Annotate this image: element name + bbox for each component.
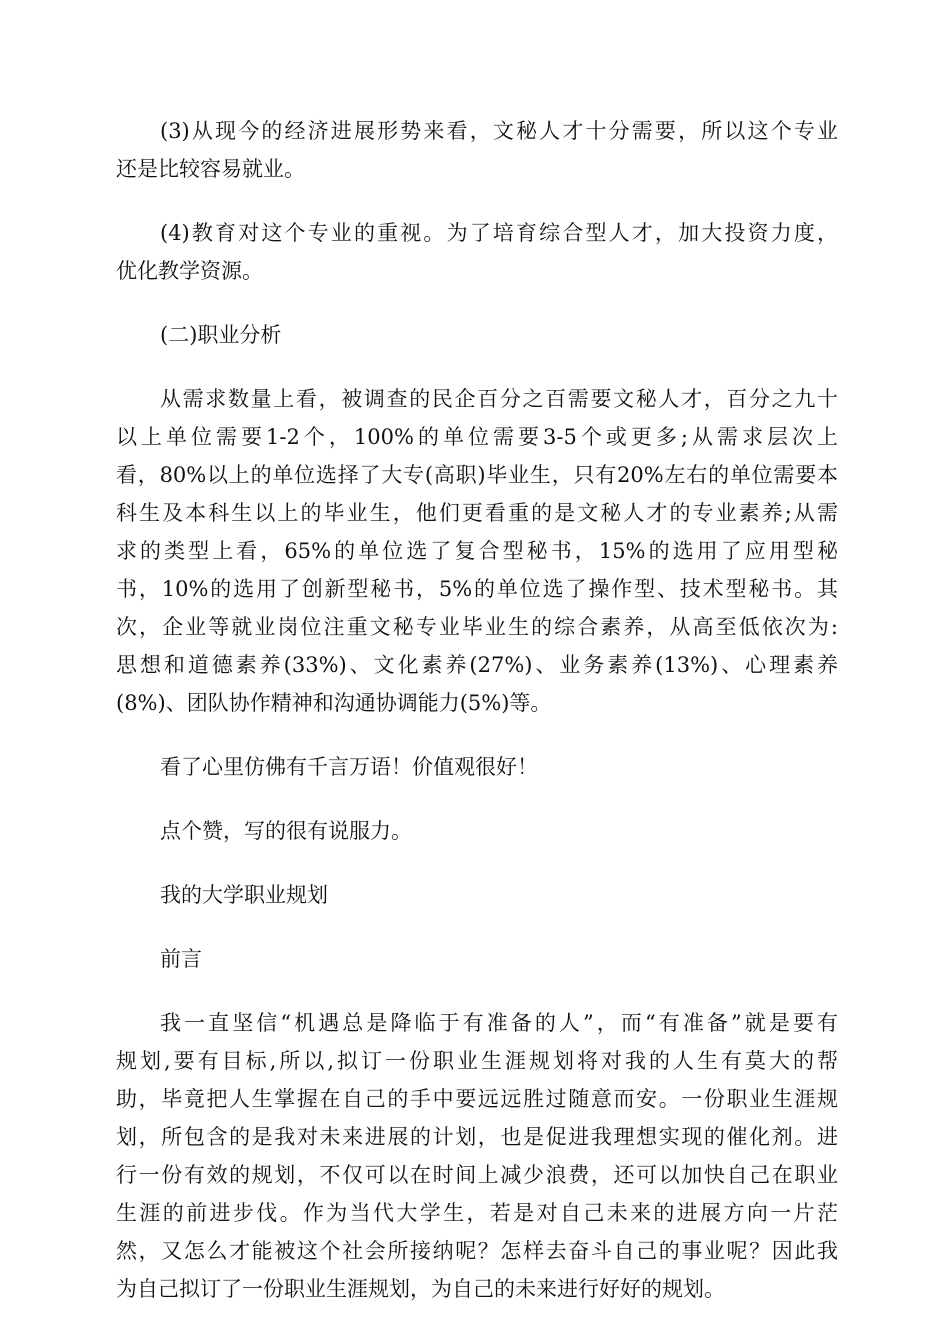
text-line: 然，又怎么才能被这个社会所接纳呢？怎样去奋斗自己的事业呢？因此我 xyxy=(116,1239,838,1263)
text-line: (4)教育对这个专业的重视。为了培育综合型人才，加大投资力度， xyxy=(160,221,838,245)
comment-line xyxy=(116,812,838,850)
paragraph-major-item-3 xyxy=(116,112,838,188)
text-line: 优化教学资源。 xyxy=(116,259,263,283)
text-line: 次，企业等就业岗位注重文秘专业毕业生的综合素养，从高至低依次为: xyxy=(116,615,838,639)
heading-text: 前言 xyxy=(160,947,202,971)
document-page xyxy=(116,112,838,1334)
text-line: 我一直坚信“机遇总是降临于有准备的人”，而“有准备”就是要有 xyxy=(160,1011,838,1035)
text-line: 思想和道德素养(33%)、文化素养(27%)、业务素养(13%)、心理素养 xyxy=(116,653,838,677)
text-line: 行一份有效的规划，不仅可以在时间上减少浪费，还可以加快自己在职业 xyxy=(116,1163,838,1187)
text-line: 生涯的前进步伐。作为当代大学生，若是对自己未来的进展方向一片茫 xyxy=(116,1201,838,1225)
text-line: 求的类型上看，65%的单位选了复合型秘书，15%的选用了应用型秘 xyxy=(116,539,838,563)
text-line: (3)从现今的经济进展形势来看，文秘人才十分需要，所以这个专业 xyxy=(160,119,838,143)
text-line: 从需求数量上看，被调查的民企百分之百需要文秘人才，百分之九十 xyxy=(160,387,838,411)
text-line: 书，10%的选用了创新型秘书，5%的单位选了操作型、技术型秘书。其 xyxy=(116,577,838,601)
heading-text: (二)职业分析 xyxy=(160,323,282,347)
heading-text: 我的大学职业规划 xyxy=(160,883,328,907)
paragraph-preface xyxy=(116,1004,838,1308)
text-line: 规划,要有目标,所以,拟订一份职业生涯规划将对我的人生有莫大的帮 xyxy=(116,1049,838,1073)
text-line: (8%)、团队协作精神和沟通协调能力(5%)等。 xyxy=(116,691,552,715)
text-line: 为自己拟订了一份职业生涯规划，为自己的未来进行好好的规划。 xyxy=(116,1277,725,1301)
section-heading-preface xyxy=(116,940,838,978)
text-line: 科生及本科生以上的毕业生，他们更看重的是文秘人才的专业素养;从需 xyxy=(116,501,838,525)
section-heading-career-analysis xyxy=(116,316,838,354)
text-line: 看，80%以上的单位选择了大专(高职)毕业生，只有20%左右的单位需要本 xyxy=(116,463,838,487)
comment-line xyxy=(116,748,838,786)
text-line: 划，所包含的是我对未来进展的计划，也是促进我理想实现的催化剂。进 xyxy=(116,1125,838,1149)
text-line: 点个赞，写的很有说服力。 xyxy=(160,819,412,843)
text-line: 助，毕竟把人生掌握在自己的手中要远远胜过随意而安。一份职业生涯规 xyxy=(116,1087,838,1111)
article-title xyxy=(116,876,838,914)
paragraph-major-item-4 xyxy=(116,214,838,290)
paragraph-demand-analysis xyxy=(116,380,838,722)
text-line: 还是比较容易就业。 xyxy=(116,157,305,181)
text-line: 看了心里仿佛有千言万语！价值观很好！ xyxy=(160,755,538,779)
text-line: 以上单位需要1-2个，100%的单位需要3-5个或更多;从需求层次上 xyxy=(116,425,838,449)
